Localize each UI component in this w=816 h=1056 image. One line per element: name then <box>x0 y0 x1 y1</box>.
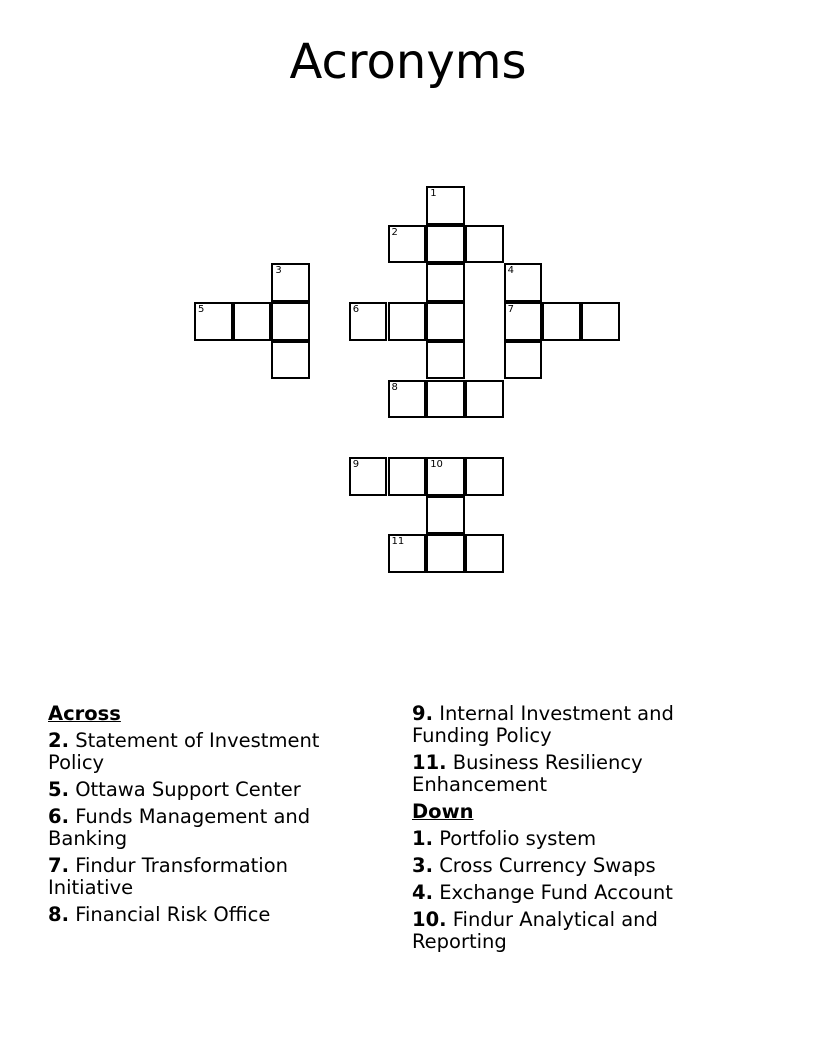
clue-across-9 <box>412 703 742 747</box>
grid-cell[interactable] <box>271 263 310 302</box>
clue-number: 3. <box>412 854 433 877</box>
clue-text: Business Resiliency Enhancement <box>412 751 643 796</box>
cell-number: 9 <box>352 458 360 470</box>
clue-across-5 <box>48 779 378 801</box>
clue-number: 2. <box>48 729 69 752</box>
clue-number: 4. <box>412 881 433 904</box>
grid-cell[interactable] <box>426 341 465 380</box>
clue-down-1 <box>412 828 742 850</box>
grid-cell[interactable] <box>504 341 543 380</box>
clue-number: 5. <box>48 778 69 801</box>
grid-cell[interactable] <box>388 457 427 496</box>
grid-cell[interactable] <box>388 380 427 419</box>
cell-number: 7 <box>507 304 514 316</box>
grid-cell[interactable] <box>542 302 581 341</box>
cell-number: 1 <box>430 188 437 199</box>
grid-cell[interactable] <box>581 302 620 341</box>
clue-number: 6. <box>48 805 69 828</box>
clue-text: Ottawa Support Center <box>75 778 301 801</box>
clue-across-2 <box>48 730 378 774</box>
clue-number: 10. <box>412 908 447 931</box>
grid-cell[interactable] <box>271 341 310 380</box>
cell-number: 2 <box>391 226 398 238</box>
clue-number: 8. <box>48 903 69 926</box>
grid-cell[interactable] <box>426 186 465 225</box>
cell-number: 4 <box>507 265 514 277</box>
clue-down-10 <box>412 909 742 953</box>
clue-across-7 <box>48 855 378 899</box>
clue-text: Findur Analytical and Reporting <box>412 908 658 953</box>
grid-cell[interactable] <box>426 380 465 419</box>
clue-number: 9. <box>412 702 433 725</box>
clue-text: Findur Transformation Initiative <box>48 854 289 899</box>
grid-cell[interactable] <box>465 457 504 496</box>
grid-cell[interactable] <box>465 534 504 573</box>
clue-text: Statement of Investment Policy <box>48 729 320 774</box>
clue-down-3 <box>412 855 742 877</box>
grid-cell[interactable] <box>504 302 543 341</box>
clue-text: Internal Investment and Funding Policy <box>412 702 674 747</box>
grid-cell[interactable] <box>388 302 427 341</box>
clue-text: Funds Management and Banking <box>48 805 311 850</box>
grid-cell[interactable] <box>233 302 272 341</box>
clues-column-left <box>48 703 378 931</box>
cell-number: 8 <box>391 381 398 393</box>
cell-number: 6 <box>352 304 360 316</box>
clue-across-8 <box>48 904 378 926</box>
grid-cell[interactable] <box>194 302 233 341</box>
cell-number: 3 <box>275 265 282 277</box>
grid-cell[interactable] <box>426 225 465 264</box>
clue-number: 7. <box>48 854 69 877</box>
cell-number: 11 <box>391 536 405 548</box>
grid-cell[interactable] <box>349 457 388 496</box>
clue-across-11 <box>412 752 742 796</box>
down-heading: Down <box>412 800 474 823</box>
cell-number: 5 <box>198 304 205 316</box>
clue-text: Exchange Fund Account <box>439 881 673 904</box>
cell-number: 10 <box>430 458 443 470</box>
clue-across-6 <box>48 806 378 850</box>
clue-text: Financial Risk Office <box>75 903 271 926</box>
clue-number: 1. <box>412 827 433 850</box>
grid-cell[interactable] <box>426 263 465 302</box>
across-heading: Across <box>48 702 121 725</box>
clues-column-right <box>412 703 742 958</box>
grid-cell[interactable] <box>388 225 427 264</box>
clue-text: Portfolio system <box>439 827 597 850</box>
clue-number: 11. <box>412 751 447 774</box>
grid-cell[interactable] <box>271 302 310 341</box>
grid-cell[interactable] <box>426 457 465 496</box>
grid-cell[interactable] <box>426 534 465 573</box>
grid-cell[interactable] <box>388 534 427 573</box>
grid-cell[interactable] <box>426 302 465 341</box>
grid-cell[interactable] <box>349 302 388 341</box>
puzzle-title: Acronyms <box>289 34 527 90</box>
grid-cell[interactable] <box>426 496 465 535</box>
grid-cell[interactable] <box>504 263 543 302</box>
clue-down-4 <box>412 882 742 904</box>
clue-text: Cross Currency Swaps <box>439 854 656 877</box>
grid-cell[interactable] <box>465 225 504 264</box>
grid-cell[interactable] <box>465 380 504 419</box>
